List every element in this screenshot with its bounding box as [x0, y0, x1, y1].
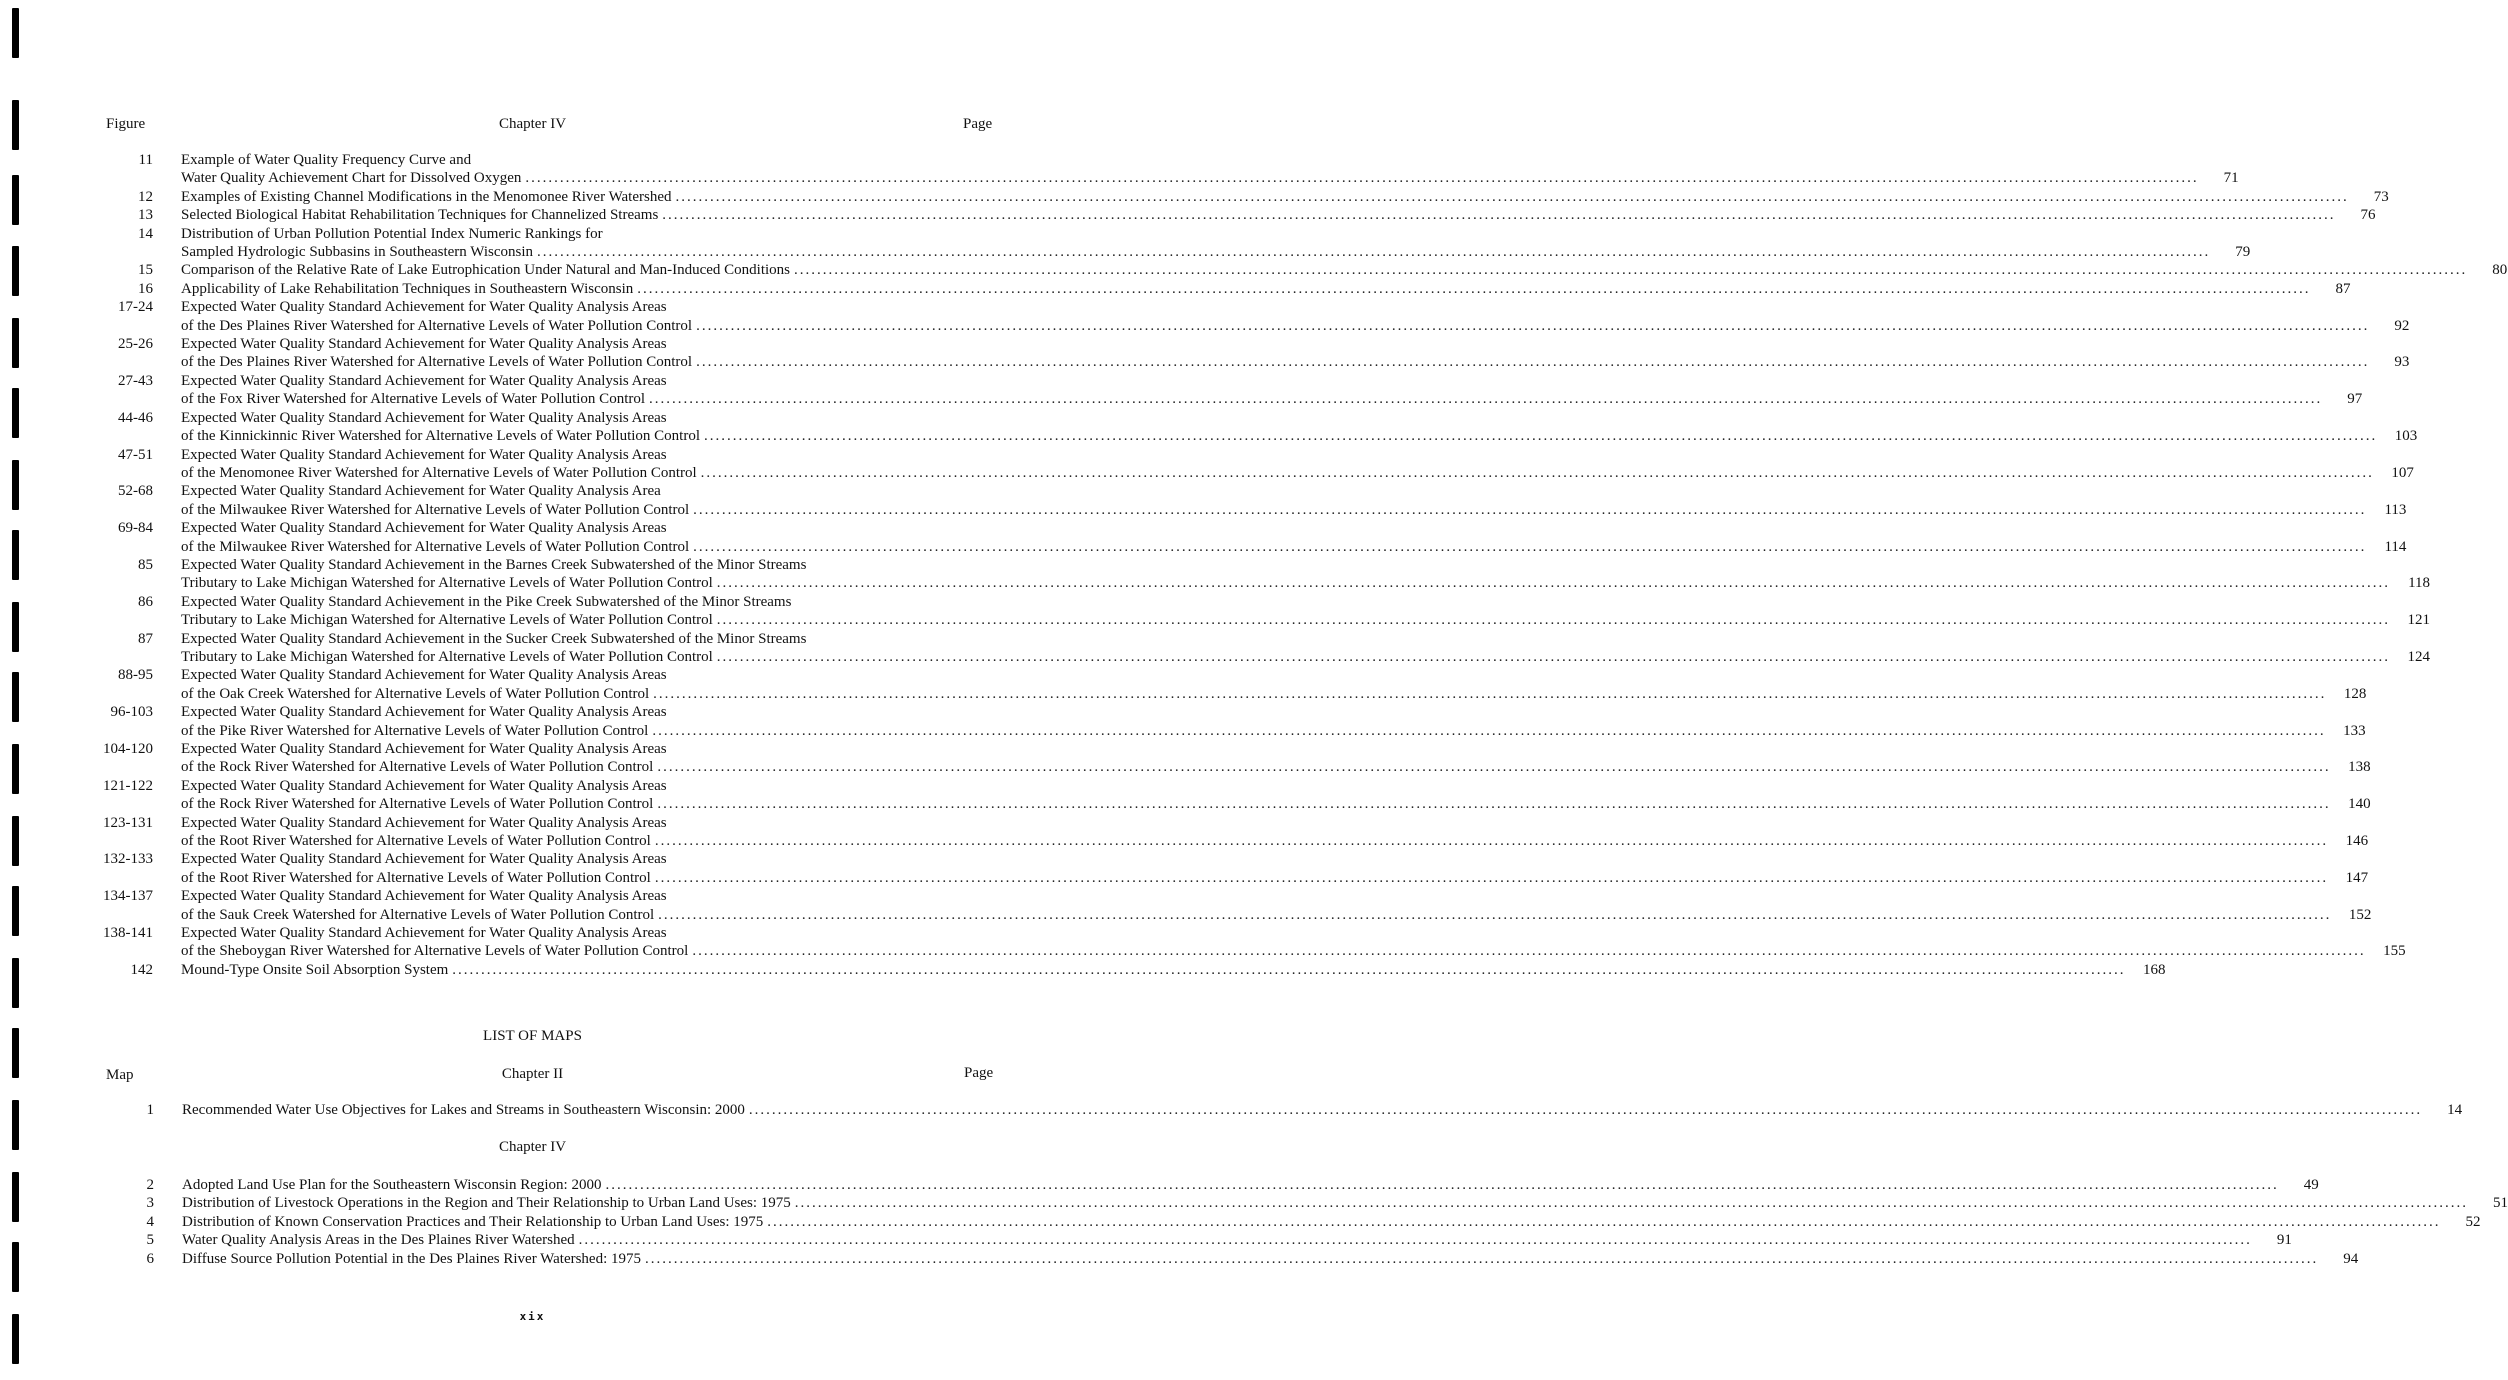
item-title: Tributary to Lake Michigan Watershed for Alternative Levels of Water Pollution Control	[181, 612, 713, 629]
page-ref: 155	[2383, 943, 2406, 960]
item-title: Expected Water Quality Standard Achievement for Water Quality Analysis Areas	[181, 814, 667, 831]
item-title: Distribution of Urban Pollution Potential Index Numeric Rankings for	[181, 225, 603, 242]
punch-mark	[12, 816, 19, 866]
dot-leader	[693, 501, 2366, 519]
item-number: 44-46	[118, 409, 153, 426]
item-title: of the Fox River Watershed for Alternative Levels of Water Pollution Control	[181, 391, 646, 408]
page-ref: 121	[2407, 612, 2431, 629]
item-body	[181, 666, 2366, 703]
item-body	[182, 1194, 2508, 1212]
dot-leader	[749, 1101, 2422, 1119]
dot-leader	[704, 427, 2377, 445]
list-item	[100, 446, 2414, 483]
dot-leader	[717, 648, 2390, 666]
item-title: Recommended Water Use Objectives for Lakes and Streams in Southeastern Wisconsin: 2000	[182, 1102, 745, 1118]
item-body	[181, 924, 2406, 961]
item-title: Water Quality Analysis Areas in the Des Plaines River Watershed	[182, 1232, 575, 1249]
dot-leader	[605, 1176, 2278, 1194]
item-title: Mound-Type Onsite Soil Absorption System	[181, 961, 449, 978]
item-line	[181, 353, 2409, 371]
list-item	[100, 519, 2407, 556]
item-title: of the Pike River Watershed for Alternative Levels of Water Pollution Control	[181, 722, 649, 739]
punch-mark	[12, 1172, 19, 1222]
item-line	[181, 298, 2409, 316]
page-ref: 79	[2235, 244, 2251, 261]
item-body	[181, 556, 2430, 593]
page-ref: 93	[2394, 354, 2410, 371]
page-ref: 87	[2335, 280, 2351, 297]
item-body	[181, 372, 2362, 409]
item-body	[182, 1176, 2319, 1194]
item-line	[181, 446, 2414, 464]
item-title: Diffuse Source Pollution Potential in the Des Plaines River Watershed: 1975	[182, 1250, 642, 1267]
list-item	[101, 1194, 2508, 1212]
item-number: 27-43	[118, 372, 153, 389]
item-number: 87	[138, 630, 153, 647]
dot-leader	[645, 1250, 2318, 1268]
item-number: 12	[138, 188, 153, 205]
item-number: 47-51	[118, 446, 153, 463]
item-number: 6	[146, 1250, 154, 1267]
item-line	[182, 1213, 2481, 1231]
item-body	[181, 261, 2507, 279]
item-title: Expected Water Quality Standard Achievement for Water Quality Analysis Area	[181, 483, 661, 500]
list-item	[100, 777, 2371, 814]
item-line	[181, 317, 2409, 335]
item-body	[182, 1101, 2462, 1119]
dot-leader	[525, 169, 2198, 187]
item-title: Distribution of Known Conservation Practices and Their Relationship to Urban Land Uses: 1975	[182, 1213, 764, 1230]
item-number: 14	[138, 225, 153, 242]
item-body	[181, 225, 2250, 262]
chapter-heading: Chapter II	[501, 1066, 564, 1082]
dot-leader	[653, 685, 2326, 703]
item-title: Applicability of Lake Rehabilitation Techniques in Southeastern Wisconsin	[181, 280, 634, 297]
item-body	[181, 814, 2368, 851]
page-ref: 140	[2348, 796, 2371, 813]
list-item	[100, 961, 2166, 979]
item-title: of the Sauk Creek Watershed for Alternative Levels of Water Pollution Control	[181, 906, 655, 923]
item-number: 86	[138, 593, 153, 610]
dot-leader	[655, 832, 2328, 850]
page-ref: 114	[2384, 538, 2407, 555]
item-line	[181, 777, 2371, 795]
item-title: Expected Water Quality Standard Achievement for Water Quality Analysis Areas	[181, 777, 667, 794]
item-title: Distribution of Livestock Operations in the Region and Their Relationship to Urban Land Uses: 1975	[182, 1195, 791, 1212]
dot-leader	[767, 1213, 2440, 1231]
list-item	[100, 482, 2407, 519]
page-ref: 146	[2345, 833, 2369, 850]
figures-list	[100, 151, 2508, 979]
page-ref: 92	[2394, 317, 2410, 334]
item-line	[181, 611, 2430, 629]
map-column-header: Map	[106, 1067, 134, 1083]
dot-leader	[795, 1194, 2468, 1212]
list-item	[100, 666, 2367, 703]
list-item	[101, 1250, 2359, 1268]
list-item	[100, 556, 2431, 593]
list-item	[100, 850, 2369, 887]
item-body	[181, 703, 2366, 740]
list-item	[101, 1231, 2292, 1249]
punch-mark	[12, 530, 19, 580]
item-title: Selected Biological Habitat Rehabilitation Techniques for Channelized Streams	[181, 207, 659, 224]
item-title: of the Des Plaines River Watershed for Alternative Levels of Water Pollution Control	[181, 317, 693, 334]
item-number: 134-137	[103, 888, 153, 905]
list-item	[100, 261, 2508, 279]
item-number: 69-84	[118, 520, 153, 537]
item-line	[181, 206, 2376, 224]
item-title: Expected Water Quality Standard Achievement for Water Quality Analysis Areas	[181, 851, 667, 868]
dot-leader	[717, 611, 2390, 629]
item-line	[181, 243, 2250, 261]
item-body	[181, 446, 2414, 483]
dot-leader	[579, 1231, 2252, 1249]
chapter-heading: Chapter IV	[498, 116, 567, 132]
item-line	[181, 648, 2430, 666]
item-title: of the Milwaukee River Watershed for Alternative Levels of Water Pollution Control	[181, 501, 690, 518]
list-item	[100, 630, 2431, 667]
item-title: of the Rock River Watershed for Alternative Levels of Water Pollution Control	[181, 796, 654, 813]
item-body	[181, 151, 2239, 188]
punch-mark	[12, 175, 19, 225]
list-item	[100, 814, 2369, 851]
item-line	[181, 427, 2417, 445]
item-line	[181, 887, 2371, 905]
item-body	[181, 335, 2409, 372]
dot-leader	[652, 722, 2325, 740]
item-line	[182, 1231, 2292, 1249]
item-number: 3	[146, 1195, 154, 1212]
dot-leader	[693, 538, 2366, 556]
item-number: 15	[138, 262, 153, 279]
item-line	[181, 280, 2351, 298]
item-title: Expected Water Quality Standard Achievement for Water Quality Analysis Areas	[181, 925, 667, 942]
item-line	[181, 924, 2406, 942]
item-line	[181, 795, 2371, 813]
list-item	[100, 335, 2410, 372]
item-title: Expected Water Quality Standard Achievement for Water Quality Analysis Areas	[181, 667, 667, 684]
dot-leader	[657, 795, 2330, 813]
punch-mark	[12, 246, 19, 296]
item-line	[181, 169, 2239, 187]
list-item	[100, 887, 2372, 924]
item-line	[181, 593, 2430, 611]
list-item	[100, 409, 2418, 446]
item-title: Expected Water Quality Standard Achievement for Water Quality Analysis Areas	[181, 888, 667, 905]
page-ref: 152	[2348, 906, 2372, 923]
dot-leader	[658, 906, 2331, 924]
page-column-header: Page	[963, 116, 993, 132]
punch-mark	[12, 460, 19, 510]
item-number: 52-68	[118, 483, 153, 500]
item-body	[182, 1250, 2358, 1268]
item-line	[181, 666, 2366, 684]
item-title: Expected Water Quality Standard Achievement in the Pike Creek Subwatershed of the Minor Streams	[181, 593, 792, 610]
item-line	[182, 1194, 2508, 1212]
maps-list-chapter-2	[101, 1101, 2463, 1119]
item-line	[181, 832, 2368, 850]
page-ref: 124	[2407, 648, 2431, 665]
item-line	[181, 722, 2366, 740]
page-number: xix	[519, 1310, 546, 1323]
item-title: Expected Water Quality Standard Achievement for Water Quality Analysis Areas	[181, 336, 667, 353]
dot-leader	[676, 188, 2349, 206]
item-title: Expected Water Quality Standard Achievement for Water Quality Analysis Areas	[181, 372, 667, 389]
item-title: of the Menomonee River Watershed for Alternative Levels of Water Pollution Control	[181, 464, 697, 481]
dot-leader	[696, 353, 2369, 371]
dot-leader	[696, 317, 2369, 335]
item-body	[181, 482, 2406, 519]
item-body	[181, 593, 2430, 630]
dot-leader	[452, 961, 2125, 979]
item-line	[181, 261, 2507, 279]
dot-leader	[701, 464, 2374, 482]
item-number: 16	[138, 280, 153, 297]
item-body	[181, 630, 2430, 667]
item-number: 25-26	[118, 336, 153, 353]
item-title: of the Des Plaines River Watershed for Alternative Levels of Water Pollution Control	[181, 354, 693, 371]
list-item	[100, 151, 2239, 188]
item-title: of the Root River Watershed for Alternative Levels of Water Pollution Control	[181, 869, 651, 886]
item-body	[181, 961, 2166, 979]
item-body	[181, 519, 2406, 556]
item-number: 121-122	[103, 777, 153, 794]
item-line	[181, 685, 2366, 703]
item-line	[181, 814, 2368, 832]
item-title: Example of Water Quality Frequency Curve and	[181, 152, 472, 168]
item-line	[181, 556, 2430, 574]
item-body	[181, 206, 2376, 224]
item-number: 13	[138, 207, 153, 224]
item-body	[181, 887, 2371, 924]
item-body	[181, 777, 2371, 814]
item-number: 88-95	[118, 667, 153, 684]
item-line	[181, 906, 2371, 924]
dot-leader	[692, 942, 2365, 960]
chapter-heading: Chapter IV	[498, 1139, 567, 1155]
item-body	[181, 740, 2371, 777]
item-number: 4	[146, 1213, 154, 1230]
dot-leader	[537, 243, 2210, 261]
page-ref: 49	[2303, 1177, 2319, 1193]
item-number: 85	[138, 556, 153, 573]
list-item	[101, 1213, 2481, 1231]
punch-mark	[12, 1242, 19, 1292]
item-number: 123-131	[103, 814, 153, 831]
page-ref: 51	[2493, 1195, 2508, 1212]
item-title: Expected Water Quality Standard Achievement for Water Quality Analysis Areas	[181, 741, 667, 757]
punch-mark	[12, 318, 19, 368]
list-item	[100, 924, 2406, 961]
item-title: Adopted Land Use Plan for the Southeastern Wisconsin Region: 2000	[182, 1177, 602, 1193]
item-body	[181, 188, 2389, 206]
item-number: 104-120	[103, 741, 153, 757]
list-item	[100, 225, 2251, 262]
item-number: 138-141	[103, 925, 153, 942]
page-ref: 168	[2143, 961, 2166, 978]
item-title: Comparison of the Relative Rate of Lake Eutrophication Under Natural and Man-Induced Conditions	[181, 262, 791, 279]
item-line	[181, 464, 2414, 482]
item-line	[181, 335, 2409, 353]
list-item	[100, 188, 2389, 206]
item-number: 11	[138, 152, 153, 168]
item-number: 132-133	[103, 851, 153, 868]
item-body	[182, 1231, 2292, 1249]
page-ref: 118	[2408, 575, 2431, 592]
dot-leader	[794, 261, 2467, 279]
item-number: 5	[146, 1232, 154, 1249]
dot-leader	[717, 574, 2390, 592]
page-ref: 80	[2492, 262, 2508, 279]
item-line	[182, 1101, 2462, 1119]
item-title: Expected Water Quality Standard Achievement for Water Quality Analysis Areas	[181, 520, 667, 537]
item-number: 2	[146, 1177, 154, 1193]
item-title: Tributary to Lake Michigan Watershed for Alternative Levels of Water Pollution Control	[181, 648, 713, 665]
item-title: of the Oak Creek Watershed for Alternative Levels of Water Pollution Control	[181, 685, 650, 702]
page-ref: 97	[2347, 391, 2363, 408]
item-line	[181, 850, 2368, 868]
figure-column-header: Figure	[106, 116, 146, 132]
item-title: Expected Water Quality Standard Achievement for Water Quality Analysis Areas	[181, 409, 667, 426]
dot-leader	[657, 758, 2330, 776]
item-title: Expected Water Quality Standard Achievement in the Barnes Creek Subwatershed of the Minor Streams	[181, 556, 807, 573]
page-ref: 71	[2223, 170, 2239, 187]
page-ref: 138	[2348, 759, 2371, 776]
list-item	[100, 298, 2410, 335]
item-line	[181, 869, 2368, 887]
page-ref: 147	[2345, 869, 2369, 886]
item-line	[181, 574, 2430, 592]
page-ref: 128	[2343, 685, 2367, 702]
item-line	[181, 390, 2362, 408]
list-item	[100, 593, 2431, 630]
punch-mark	[12, 886, 19, 936]
maps-list-chapter-4	[101, 1176, 2508, 1268]
item-line	[181, 225, 2250, 243]
list-item	[100, 280, 2351, 298]
item-body	[181, 850, 2368, 887]
item-title: of the Rock River Watershed for Alternative Levels of Water Pollution Control	[181, 759, 654, 776]
page-ref: 91	[2276, 1232, 2292, 1249]
item-title: of the Kinnickinnic River Watershed for Alternative Levels of Water Pollution Control	[181, 428, 700, 445]
item-line	[181, 703, 2366, 721]
page-ref: 133	[2343, 722, 2366, 739]
punch-mark	[12, 388, 19, 438]
item-line	[181, 482, 2406, 500]
list-of-maps-title: LIST OF MAPS	[483, 1028, 582, 1044]
list-item	[100, 740, 2371, 777]
item-line	[182, 1176, 2319, 1194]
item-title: Water Quality Achievement Chart for Dissolved Oxygen	[181, 170, 522, 187]
item-line	[181, 758, 2371, 776]
item-title: Examples of Existing Channel Modifications in the Menomonee River Watershed	[181, 188, 672, 205]
page-ref: 113	[2384, 501, 2407, 518]
item-title: Tributary to Lake Michigan Watershed for Alternative Levels of Water Pollution Control	[181, 575, 713, 592]
item-line	[181, 740, 2371, 758]
list-item	[100, 372, 2363, 409]
dot-leader	[649, 390, 2322, 408]
item-title: Sampled Hydrologic Subbasins in Southeastern Wisconsin	[181, 244, 534, 261]
page-ref: 76	[2360, 207, 2376, 224]
page-ref: 52	[2465, 1213, 2481, 1230]
item-number: 1	[146, 1102, 154, 1118]
item-line	[181, 409, 2417, 427]
dot-leader	[662, 206, 2335, 224]
page-ref: 107	[2391, 464, 2414, 481]
item-line	[181, 942, 2406, 960]
item-title: of the Sheboygan River Watershed for Alternative Levels of Water Pollution Control	[181, 943, 689, 960]
page-ref: 14	[2447, 1102, 2463, 1118]
item-number: 142	[130, 961, 153, 978]
item-title: Expected Water Quality Standard Achievement in the Sucker Creek Subwatershed of the Minor Streams	[181, 630, 807, 647]
item-title: of the Root River Watershed for Alternative Levels of Water Pollution Control	[181, 833, 651, 850]
item-line	[182, 1250, 2358, 1268]
punch-mark	[12, 958, 19, 1008]
item-line	[181, 630, 2430, 648]
list-item	[100, 703, 2366, 740]
page-ref: 94	[2343, 1250, 2359, 1267]
page-column-header: Page	[964, 1065, 994, 1081]
page-ref: 73	[2373, 188, 2389, 205]
punch-mark	[12, 672, 19, 722]
item-line	[181, 501, 2406, 519]
punch-mark	[12, 602, 19, 652]
item-body	[181, 280, 2351, 298]
punch-mark	[12, 744, 19, 794]
item-line	[181, 961, 2166, 979]
punch-mark	[12, 8, 19, 58]
item-title: of the Milwaukee River Watershed for Alternative Levels of Water Pollution Control	[181, 538, 690, 555]
item-title: Expected Water Quality Standard Achievement for Water Quality Analysis Areas	[181, 704, 667, 721]
item-line	[181, 151, 2239, 169]
item-body	[181, 409, 2417, 446]
item-body	[181, 298, 2409, 335]
list-item	[101, 1101, 2463, 1119]
list-item	[101, 1176, 2319, 1194]
item-title: Expected Water Quality Standard Achievement for Water Quality Analysis Areas	[181, 446, 667, 463]
dot-leader	[655, 869, 2328, 887]
item-body	[182, 1213, 2481, 1231]
item-line	[181, 188, 2389, 206]
list-item	[100, 206, 2376, 224]
page-ref: 103	[2394, 428, 2418, 445]
item-line	[181, 372, 2362, 390]
item-line	[181, 538, 2406, 556]
item-line	[181, 519, 2406, 537]
item-number: 96-103	[110, 704, 153, 721]
dot-leader	[637, 280, 2310, 298]
item-title: Expected Water Quality Standard Achievement for Water Quality Analysis Areas	[181, 299, 667, 316]
item-number: 17-24	[118, 299, 153, 316]
